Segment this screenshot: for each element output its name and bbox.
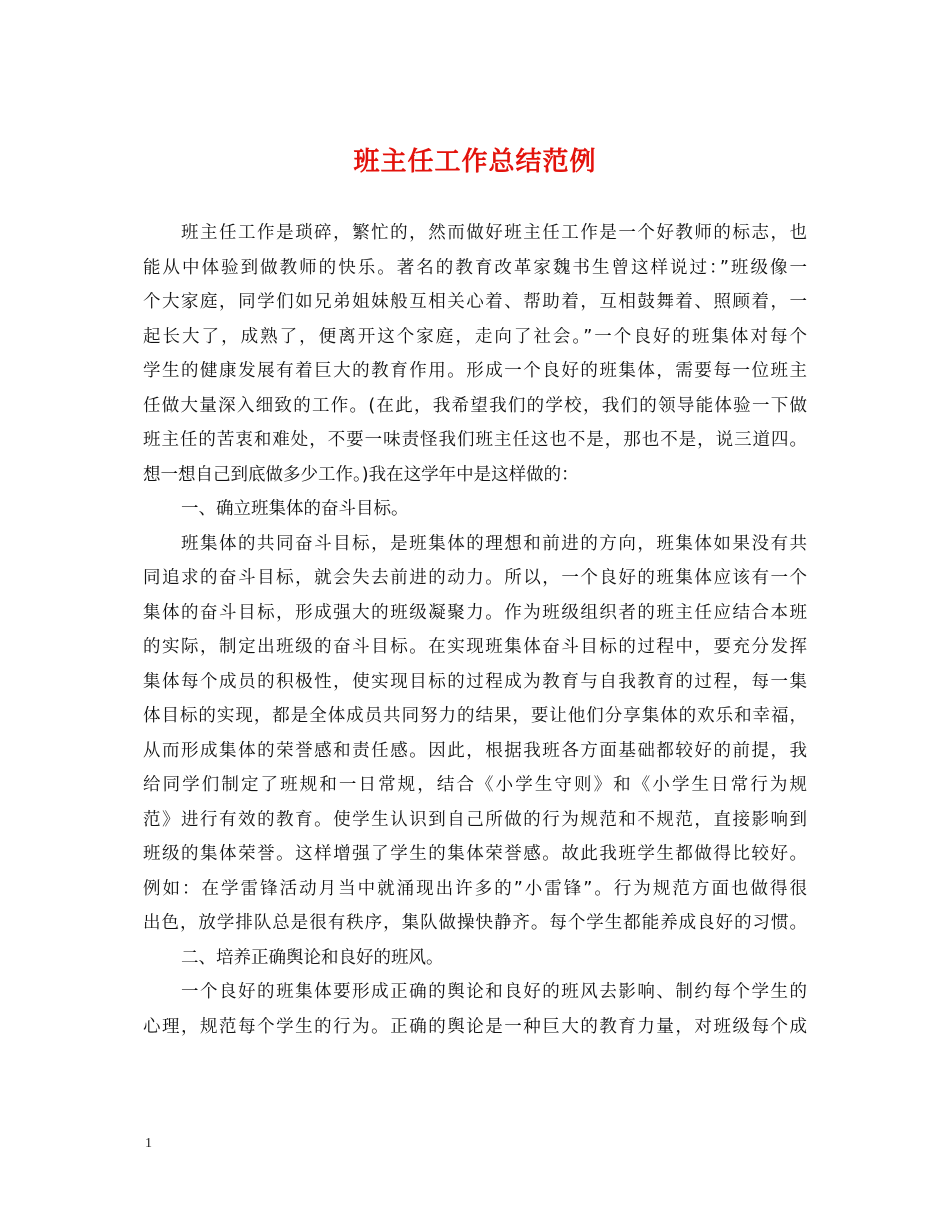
text-line: 班集体的共同奋斗目标，是班集体的理想和前进的方向，班集体如果没有共	[181, 533, 807, 554]
text-line: 二、培养正确舆论和良好的班风。	[181, 947, 444, 968]
text-line: 起长大了，成熟了，便离开这个家庭，走向了社会。”一个良好的班集体对每个	[143, 326, 807, 347]
text-line: 个大家庭，同学们如兄弟姐妹般互相关心着、帮助着，互相鼓舞着、照顾着，一	[143, 292, 807, 312]
document-title: 班主任工作总结范例	[353, 147, 597, 177]
text-line: 一个良好的班集体要形成正确的舆论和良好的班风去影响、制约每个学生的	[181, 982, 807, 1002]
text-line: 的实际，制定出班级的奋斗目标。在实现班集体奋斗目标的过程中，要充分发挥	[143, 637, 807, 657]
text-line: 集体的奋斗目标，形成强大的班级凝聚力。作为班级组织者的班主任应结合本班	[143, 602, 807, 623]
text-line: 出色，放学排队总是很有秩序，集队做操快静齐。每个学生都能养成良好的习惯。	[143, 913, 807, 933]
text-line: 一、确立班集体的奋斗目标。	[181, 499, 409, 519]
text-line: 班主任的苦衷和难处，不要一味责怪我们班主任这也不是，那也不是，说三道四。	[143, 430, 807, 450]
text-line: 同追求的奋斗目标，就会失去前进的动力。所以，一个良好的班集体应该有一个	[143, 568, 807, 588]
text-line: 任做大量深入细致的工作。(在此，我希望我们的学校，我们的领导能体验一下做	[143, 395, 807, 416]
text-line: 给同学们制定了班规和一日常规，结合《小学生守则》和《小学生日常行为规	[143, 775, 807, 795]
text-line: 班级的集体荣誉。这样增强了学生的集体荣誉感。故此我班学生都做得比较好。	[143, 844, 807, 864]
page-number: 1	[145, 1136, 152, 1151]
text-line: 想一想自己到底做多少工作。)我在这学年中是这样做的：	[143, 464, 579, 485]
text-line: 集体每个成员的积极性，使实现目标的过程成为教育与自我教育的过程，每一集	[143, 671, 807, 692]
text-line: 体目标的实现，都是全体成员共同努力的结果，要让他们分享集体的欢乐和幸福，	[143, 706, 807, 726]
text-line: 范》进行有效的教育。使学生认识到自己所做的行为规范和不规范，直接影响到	[143, 809, 807, 830]
text-line: 从而形成集体的荣誉感和责任感。因此，根据我班各方面基础都较好的前提，我	[143, 740, 807, 761]
document-body	[143, 216, 807, 1044]
text-line: 学生的健康发展有着巨大的教育作用。形成一个良好的班集体，需要每一位班主	[143, 361, 807, 381]
text-line: 心理，规范每个学生的行为。正确的舆论是一种巨大的教育力量，对班级每个成	[143, 1016, 807, 1037]
text-line: 班主任工作是琐碎，繁忙的，然而做好班主任工作是一个好教师的标志，也	[181, 223, 807, 243]
text-line: 能从中体验到做教师的快乐。著名的教育改革家魏书生曾这样说过：”班级像一	[143, 257, 807, 278]
text-line: 例如：在学雷锋活动月当中就涌现出许多的”小雷锋”。行为规范方面也做得很	[143, 878, 807, 899]
